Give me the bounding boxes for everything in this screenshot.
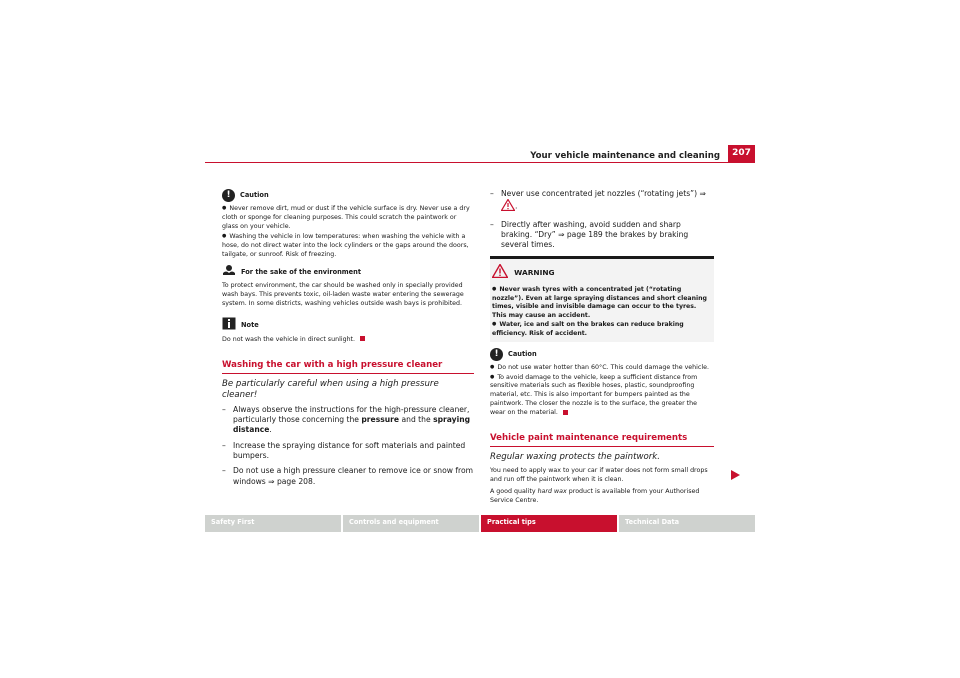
- section-subtitle: Regular waxing protects the paintwork.: [490, 451, 660, 462]
- section-paint: [490, 434, 714, 506]
- paragraph: A good quality hard wax product is available from your Authorised Service Centre.: [490, 487, 700, 504]
- note-text: Do not wash the vehicle in direct sunlight.: [222, 335, 356, 343]
- next-page-arrow-icon[interactable]: [731, 465, 740, 484]
- tab-controls-equipment[interactable]: Controls and equipment: [343, 515, 479, 532]
- paragraph: You need to apply wax to your car if water does not form small drops and run off the paintwork when it is clean.: [490, 466, 708, 483]
- footer-nav: [205, 515, 755, 532]
- section-high-pressure: [222, 361, 474, 487]
- environment-text: To protect environment, the car should be washed only in specially provided wash bays. This prevents toxic, oil-laden waste water entering the sewerage system. In some districts, washing vehicles outside wash bays is prohibited.: [222, 282, 464, 308]
- caution-bullet: ● Never remove dirt, mud or dust if the vehicle surface is dry. Never use a dry cloth or sponge for cleaning purposes. This could scratch the paintwork or glass on your vehicle.: [222, 204, 474, 232]
- instruction-item: – Never use concentrated jet nozzles (“rotating jets”) ⇒ .: [490, 189, 714, 215]
- instruction-item: – Always observe the instructions for the high-pressure cleaner, particularly those concerning the pressure and the spraying distance.: [222, 405, 474, 436]
- instruction-item: – Increase the spraying distance for soft materials and painted bumpers.: [222, 441, 474, 462]
- caution-title: Caution: [240, 191, 269, 200]
- warning-bullet: ● Never wash tyres with a concentrated jet (“rotating nozzle”). Even at large spraying distances and short cleaning times, visible and invisible damage can occur to the tyres. This may cause an accident.: [492, 285, 712, 320]
- environment-block: [222, 264, 474, 309]
- warning-triangle-icon: [492, 264, 508, 282]
- warning-bullet: ● Water, ice and salt on the brakes can reduce braking efficiency. Risk of accident.: [492, 320, 712, 338]
- header-title: Your vehicle maintenance and cleaning: [530, 151, 720, 161]
- section-title: Washing the car with a high pressure cleaner: [222, 361, 474, 374]
- caution-bullet: To avoid damage to the vehicle, keep a sufficient distance from sensitive materials such as flexible hoses, plastic, soundproofing material, etc. This is also important for bumpers painted as the paintwork. The closer the nozzle is to the surface, the greater the wear on the material.: [490, 373, 698, 417]
- caution-block-2: [490, 348, 714, 418]
- header-rule: [205, 162, 755, 163]
- caution-block-1: [222, 189, 474, 259]
- caution-icon: !: [490, 348, 503, 361]
- end-marker-icon: [360, 336, 365, 341]
- tab-technical-data[interactable]: Technical Data: [619, 515, 755, 532]
- tab-safety-first[interactable]: Safety First: [205, 515, 341, 532]
- left-column: [222, 189, 474, 492]
- instruction-item: – Directly after washing, avoid sudden and sharp braking. “Dry” ⇒ page 189 the brakes by braking several times.: [490, 220, 714, 251]
- instruction-item: – Do not use a high pressure cleaner to remove ice or snow from windows ⇒ page 208.: [222, 466, 474, 487]
- caution-title: Caution: [508, 349, 537, 358]
- environment-icon: [222, 264, 236, 280]
- page-number: 207: [728, 145, 755, 162]
- caution-bullet: ● Washing the vehicle in low temperatures: when washing the vehicle with a hose, do not direct water into the lock cylinders or the gaps around the doors, tailgate, or sunroof. Risk of freezing.: [222, 232, 474, 260]
- caution-bullet: ● Do not use water hotter than 60°C. This could damage the vehicle.: [490, 363, 714, 373]
- end-marker-icon: [563, 410, 568, 415]
- note-icon: [222, 317, 236, 334]
- note-block: [222, 317, 474, 345]
- section-subtitle: Be particularly careful when using a high pressure cleaner!: [222, 378, 439, 400]
- section-title: Vehicle paint maintenance requirements: [490, 434, 714, 447]
- warning-title: WARNING: [514, 267, 555, 277]
- right-column: [490, 189, 714, 506]
- tab-practical-tips[interactable]: Practical tips: [481, 515, 617, 532]
- warning-triangle-icon: [501, 199, 515, 214]
- warning-block: [490, 256, 714, 341]
- note-title: Note: [241, 321, 259, 330]
- environment-title: For the sake of the environment: [241, 267, 361, 276]
- caution-icon: !: [222, 189, 235, 202]
